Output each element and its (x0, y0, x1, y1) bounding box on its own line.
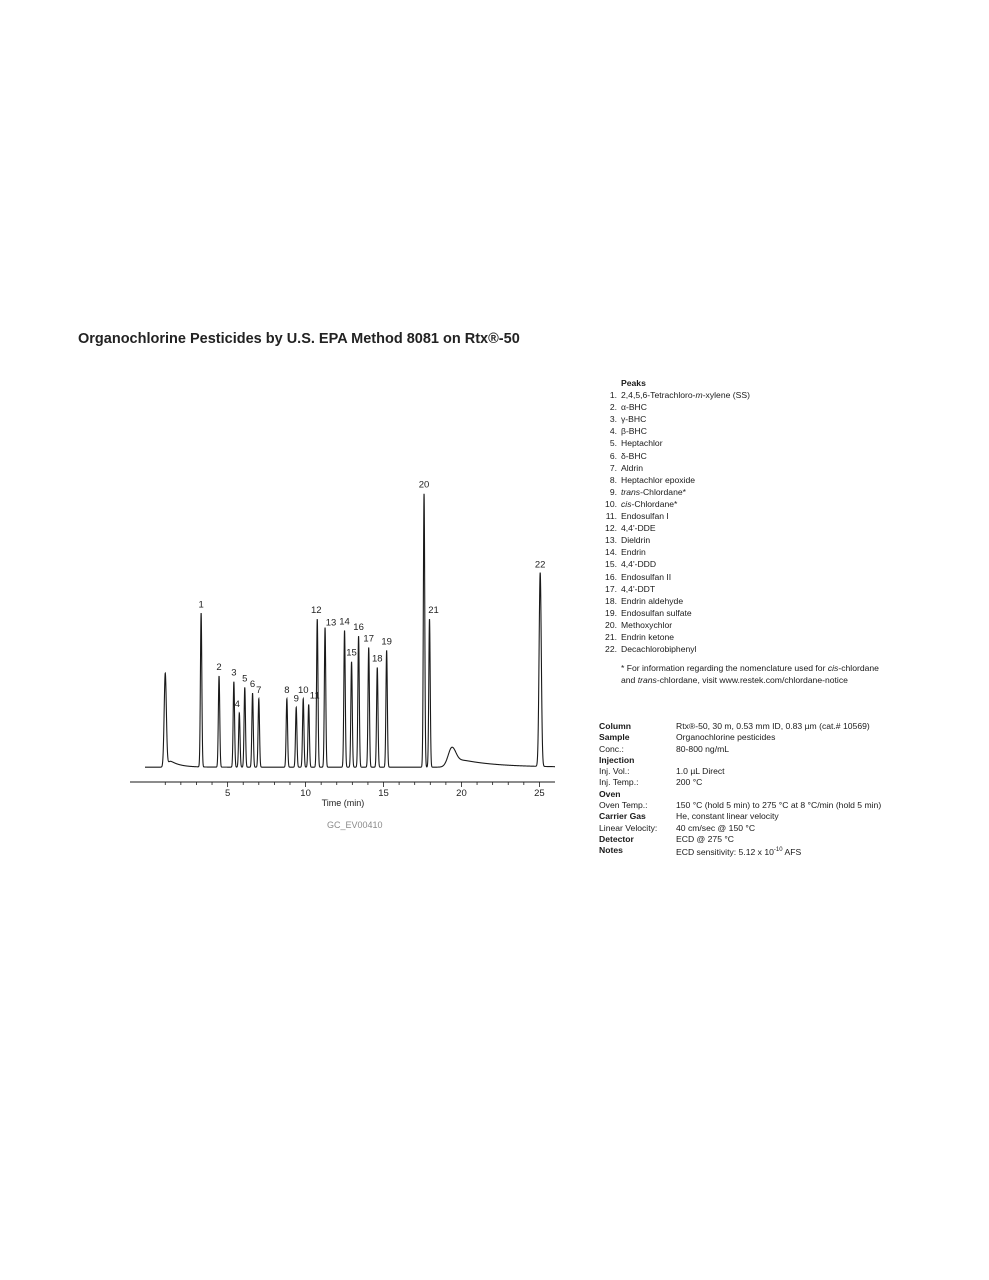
peak-label-16: 16 (353, 622, 364, 634)
peak-legend-item (594, 401, 894, 413)
peak-legend-name: Endosulfan sulfate (621, 607, 692, 618)
condition-row (599, 823, 899, 834)
peak-legend-item (594, 510, 894, 522)
condition-label: Oven Temp.: (599, 800, 648, 811)
peak-legend-number: 18. (605, 595, 617, 606)
condition-row (599, 766, 899, 777)
peak-label-13: 13 (325, 617, 337, 629)
peak-legend-name: Endrin ketone (621, 631, 675, 642)
peak-legend-item (594, 558, 894, 570)
peak-legend-item (594, 595, 894, 607)
x-tick-label: 20 (456, 788, 467, 799)
peak-legend-number: 2. (609, 402, 617, 413)
figure-id: GC_EV00410 (327, 820, 383, 830)
peak-legend-number: 4. (609, 426, 617, 437)
condition-row (599, 744, 899, 755)
peak-legend-item (594, 643, 894, 655)
peak-legend-item (594, 607, 894, 619)
peak-legend-number: 6. (609, 450, 617, 461)
peak-legend-name: δ-BHC (621, 450, 647, 461)
peak-list (594, 389, 894, 655)
condition-row (599, 755, 899, 766)
peak-legend-item (594, 571, 894, 583)
peak-legend-name: Endrin (621, 547, 646, 558)
peak-legend-item (594, 619, 894, 631)
x-tick-label: 25 (534, 788, 545, 799)
condition-label: Linear Velocity: (599, 822, 658, 833)
chlordane-footnote: * For information regarding the nomenclature used for cis-chlordane and trans-chlordane, visit www.restek.com/chlordane-notice (621, 663, 879, 686)
peak-legend-item (594, 522, 894, 534)
condition-label: Detector (599, 833, 634, 844)
peak-label-2: 2 (216, 661, 222, 673)
peak-label-12: 12 (310, 604, 322, 616)
peak-label-10: 10 (297, 684, 309, 696)
peak-label-1: 1 (198, 599, 204, 611)
condition-label: Carrier Gas (599, 811, 646, 822)
peak-label-4: 4 (234, 699, 240, 710)
peak-legend-name: Decachlorobiphenyl (621, 644, 697, 655)
peak-label-11: 11 (309, 690, 320, 702)
x-tick-label: 10 (300, 788, 311, 799)
peak-legend-item (594, 413, 894, 425)
peak-legend-item (594, 546, 894, 558)
x-tick-label: 15 (378, 788, 389, 799)
peak-label-20: 20 (418, 479, 430, 491)
peak-legend-number: 17. (605, 583, 617, 594)
peak-legend-number: 3. (609, 414, 617, 425)
peak-legend-number: 11. (605, 511, 617, 522)
peak-legend-name: 4,4'-DDE (621, 523, 656, 534)
condition-row (599, 732, 899, 743)
peaks-legend (594, 377, 894, 686)
peak-label-18: 18 (371, 653, 383, 665)
condition-value: 80-800 ng/mL (676, 743, 730, 754)
peak-legend-name: cis-Chlordane* (621, 498, 678, 509)
condition-label: Notes (599, 845, 623, 856)
peak-legend-name: γ-BHC (621, 414, 647, 425)
x-axis-title: Time (min) (321, 798, 365, 808)
peak-legend-item (594, 631, 894, 643)
condition-label: Column (599, 721, 631, 731)
condition-label: Inj. Vol.: (599, 766, 630, 777)
peak-legend-item (594, 498, 894, 510)
peak-legend-number: 22. (605, 644, 617, 655)
condition-value: He, constant linear velocity (676, 811, 779, 822)
peak-legend-number: 12. (605, 523, 617, 534)
peak-label-15: 15 (346, 647, 357, 659)
peak-label-22: 22 (534, 559, 546, 571)
peak-legend-name: Heptachlor epoxide (621, 474, 696, 485)
x-axis (130, 782, 555, 799)
peak-legend-name: Heptachlor (621, 438, 663, 449)
condition-value: 200 °C (676, 777, 703, 788)
peak-legend-number: 10. (605, 498, 617, 509)
peak-legend-number: 9. (609, 486, 617, 497)
peak-legend-name: 4,4'-DDD (621, 559, 657, 570)
peak-legend-number: 15. (605, 559, 617, 570)
peak-legend-item (594, 389, 894, 401)
condition-row (599, 800, 899, 811)
peak-label-3: 3 (231, 667, 237, 679)
condition-row (599, 789, 899, 800)
peak-label-6: 6 (249, 679, 256, 691)
peak-legend-number: 16. (605, 571, 617, 582)
x-tick-label: 5 (224, 788, 231, 799)
peak-legend-number: 21. (605, 631, 617, 642)
conditions-table (599, 721, 899, 858)
page-title: Organochlorine Pesticides by U.S. EPA Method 8081 on Rtx®-50 (78, 331, 520, 347)
peak-legend-name: Methoxychlor (621, 619, 673, 630)
condition-label: Inj. Temp.: (599, 777, 639, 788)
peak-legend-name: Endosulfan I (621, 511, 669, 522)
peak-legend-item (594, 486, 894, 498)
peak-legend-number: 7. (609, 462, 617, 473)
condition-value: ECD @ 275 °C (676, 833, 735, 844)
condition-value: 40 cm/sec @ 150 °C (676, 822, 756, 833)
peak-legend-number: 8. (609, 474, 617, 485)
peak-legend-item (594, 474, 894, 486)
condition-label: Conc.: (599, 743, 624, 754)
peak-legend-number: 5. (609, 438, 617, 449)
condition-row (599, 845, 899, 858)
peak-legend-number: 20. (605, 619, 617, 630)
peak-legend-name: trans-Chlordane* (621, 486, 686, 497)
peak-legend-name: Aldrin (621, 462, 643, 473)
condition-row (599, 721, 899, 732)
condition-row (599, 834, 899, 845)
peak-labels (198, 480, 545, 710)
peak-label-17: 17 (363, 633, 374, 645)
peak-legend-number: 14. (605, 547, 617, 558)
condition-row (599, 811, 899, 822)
condition-row (599, 777, 899, 788)
condition-value: 1.0 µL Direct (676, 766, 725, 777)
peak-legend-item (594, 462, 894, 474)
peak-label-9: 9 (293, 693, 299, 705)
peak-legend-number: 1. (609, 390, 617, 401)
condition-label: Injection (599, 754, 635, 765)
peak-legend-name: α-BHC (621, 402, 647, 413)
peak-legend-item (594, 425, 894, 437)
peak-legend-name: β-BHC (621, 426, 647, 437)
peak-label-21: 21 (428, 604, 439, 616)
condition-value: Organochlorine pesticides (676, 732, 776, 743)
peak-legend-number: 13. (605, 535, 617, 546)
peak-label-8: 8 (284, 684, 290, 696)
condition-value: 150 °C (hold 5 min) to 275 °C at 8 °C/min (hold 5 min) (676, 800, 882, 811)
condition-value: Rtx®-50, 30 m, 0.53 mm ID, 0.83 µm (cat.# 10569) (676, 721, 870, 731)
peak-legend-name: 4,4'-DDT (621, 583, 656, 594)
peak-label-19: 19 (381, 636, 392, 648)
peak-legend-item (594, 437, 894, 449)
condition-label: Sample (599, 732, 630, 743)
condition-label: Oven (599, 788, 621, 799)
condition-value: ECD sensitivity: 5.12 x $10^{-10}$ AFS (676, 847, 802, 858)
peak-legend-number: 19. (605, 607, 617, 618)
peak-legend-name: Endosulfan II (621, 571, 672, 582)
peak-label-7: 7 (256, 684, 262, 696)
peak-legend-item (594, 534, 894, 546)
chromatogram-trace (145, 494, 555, 767)
peak-legend-item (594, 450, 894, 462)
peak-legend-name: Dieldrin (621, 535, 651, 546)
peak-label-14: 14 (339, 616, 350, 628)
peak-legend-name: 2,4,5,6-Tetrachloro-m-xylene (SS) (621, 390, 750, 401)
peak-label-5: 5 (242, 673, 248, 685)
peak-legend-item (594, 583, 894, 595)
peaks-header: Peaks (621, 378, 646, 388)
peak-legend-name: Endrin aldehyde (621, 595, 684, 606)
